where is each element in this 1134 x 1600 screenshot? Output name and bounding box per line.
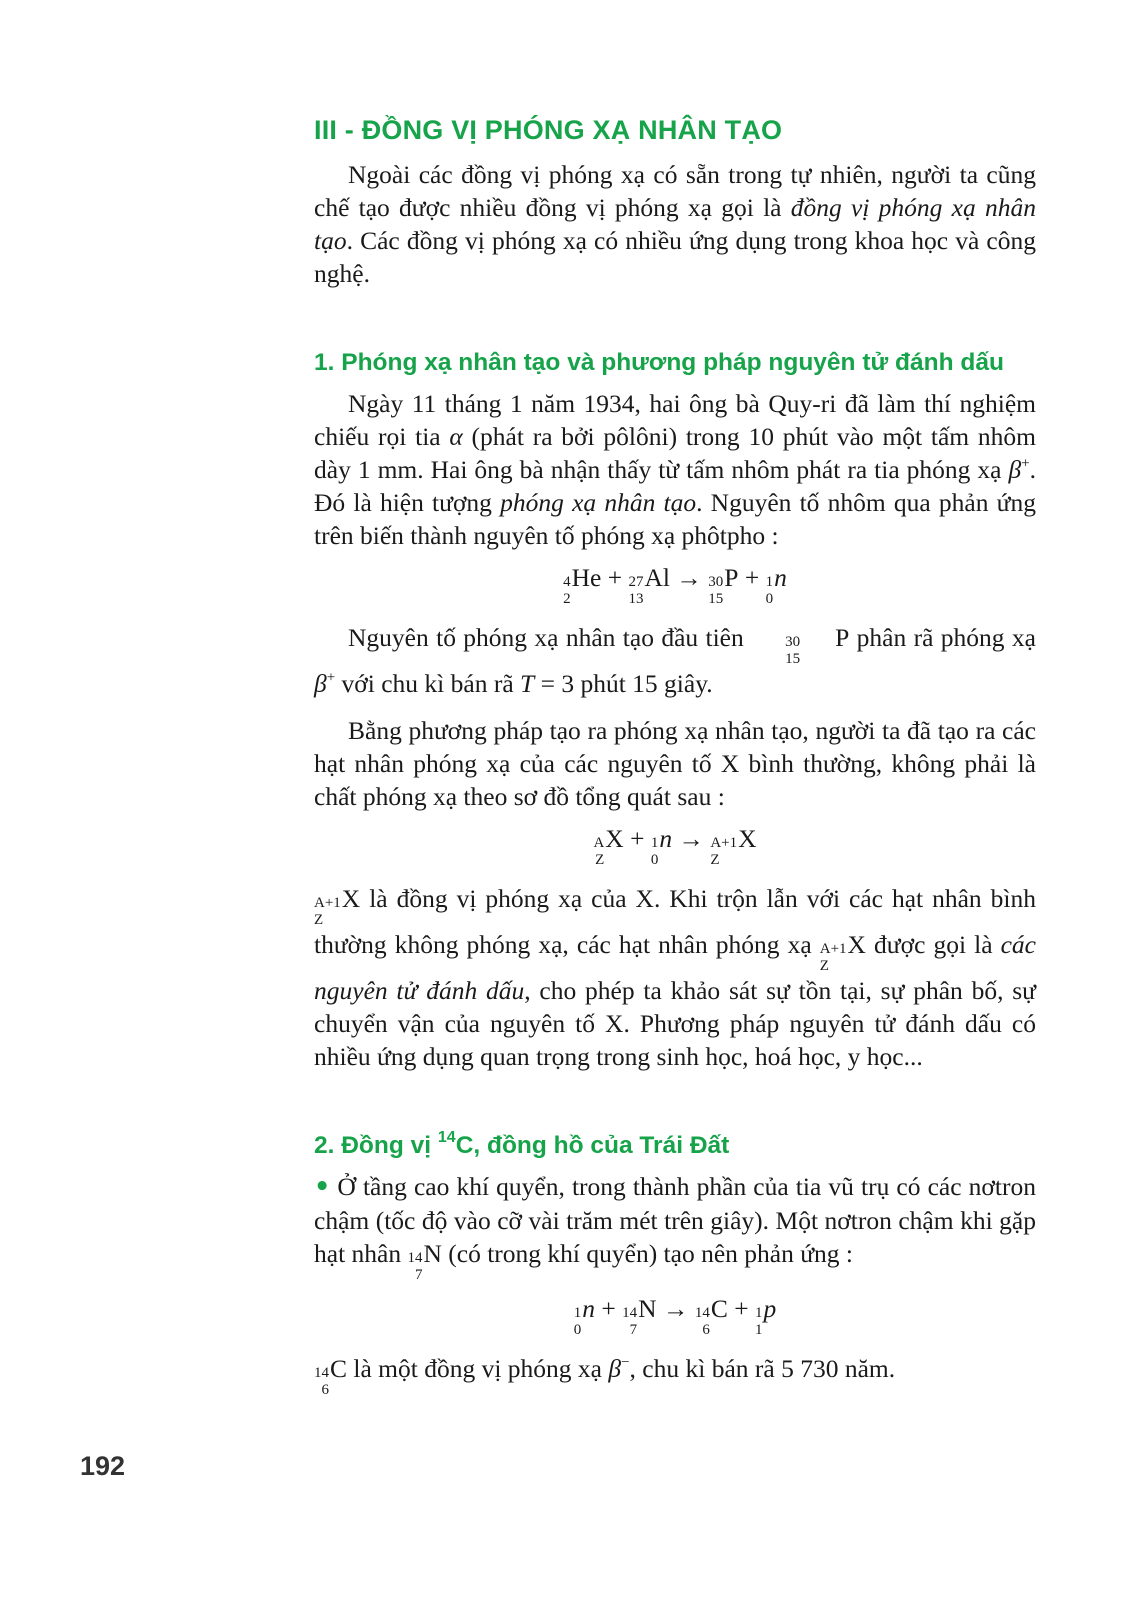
neutron: 1 0 n	[650, 824, 673, 868]
emphasis-term: phóng xạ nhân tạo	[500, 488, 697, 517]
emphasis-term: các nguyên tử đánh dấu	[314, 930, 1036, 1005]
text-run: (phát ra bởi pôlôni) trong 10 phút vào một tấm nhôm dày 1 mm. Hai ông bà nhận thấy từ tấm nhôm phát ra tia phóng xạ	[314, 422, 1036, 484]
text-run: = 3 phút 15 giây.	[534, 669, 713, 698]
alpha-symbol: α	[449, 422, 463, 451]
beta-charge: +	[326, 669, 336, 686]
text-run: Ngày 11 tháng 1 năm 1934, hai ông bà Quy-ri đã làm thí nghiệm chiếu rọi tia	[314, 389, 1036, 451]
text-run: (có trong khí quyển) tạo nên phản ứng :	[441, 1239, 854, 1268]
isotope-x: A Z X	[593, 824, 624, 868]
text-run: được gọi là	[865, 930, 1001, 959]
subsection-1-paragraph-3: Bằng phương pháp tạo ra phóng xạ nhân tạo, người ta đã tạo ra các hạt nhân phóng xạ của các nguyên tố X bình thường, không phải là chất phóng xạ theo sơ đồ tổng quát sau :	[314, 716, 1036, 811]
text-run: là một đồng vị phóng xạ	[347, 1354, 609, 1383]
text-run: , cho phép ta khảo sát sự tồn tại, sự phân bố, sự chuyển vận của nguyên tố X. Phương pháp nguyên tử đánh dấu có nhiều ứng dụng quan trọng trong sinh học, hoá học, y học...	[314, 976, 1036, 1071]
page-content	[314, 112, 1036, 1398]
text-run: Ngoài các đồng vị phóng xạ có sẵn trong tự nhiên, người ta cũng chế tạo được nhiều đồng vị phóng xạ gọi là	[314, 160, 1036, 222]
text-run: . Nguyên tố nhôm qua phản ứng trên biến thành nguyên tố phóng xạ phôtpho :	[314, 488, 1036, 550]
subsection-1-paragraph-4	[314, 882, 1036, 1073]
neutron: 1 0 n	[573, 1294, 596, 1338]
arrow-symbol: →	[670, 563, 709, 592]
subsection-1-paragraph-2	[314, 621, 1036, 700]
beta-symbol: β	[608, 1354, 622, 1383]
equation-3	[314, 1289, 1036, 1338]
equation-2	[314, 819, 1036, 868]
text-run: Nguyên tố phóng xạ nhân tạo đầu tiên	[348, 623, 752, 652]
proton: 1 1 p	[754, 1294, 777, 1338]
text-run: Ở tầng cao khí quyển, trong thành phần của tia vũ trụ có các nơtron chậm (tốc độ vào cỡ vài trăm mét trên giây). Một nơtron chậm khi gặp hạt nhân	[314, 1172, 1036, 1268]
period-symbol: T	[520, 669, 535, 698]
plus-sign: +	[601, 563, 629, 592]
isotope-al: 27 13 Al	[628, 563, 671, 607]
text-run: . Đó là hiện tượng	[314, 455, 1036, 517]
plus-sign: +	[738, 563, 766, 592]
subsection-2-paragraph-1	[314, 1170, 1036, 1283]
subsection-1-paragraph-1	[314, 387, 1036, 552]
equation-1	[314, 558, 1036, 607]
arrow-symbol: →	[656, 1294, 695, 1323]
isotope-p: 30 15 P	[708, 563, 739, 607]
isotope-x-heavy: A+1 Z X	[710, 824, 757, 868]
subsection-1-title: 1. Phóng xạ nhân tạo và phương pháp nguyên tử đánh dấu	[314, 349, 1004, 376]
neutron: 1 0 n	[765, 563, 787, 607]
text-run: là đồng vị phóng xạ của X. Khi trộn lẫn với các hạt nhân bình thường không phóng xạ, các hạt nhân phóng xạ	[314, 884, 1036, 959]
beta-charge: −	[621, 1354, 630, 1371]
isotope-c: 14 6 C	[694, 1294, 728, 1338]
subsection-2-title: 2. Đồng vị $^{14}$C, đồng hồ của Trái Đất	[314, 1128, 730, 1159]
arrow-symbol: →	[672, 824, 711, 853]
bullet-icon: •	[314, 1172, 331, 1202]
isotope-n: 14 7 N	[622, 1294, 657, 1338]
beta-symbol: β	[1008, 455, 1022, 484]
text-run: , chu kì bán rã 5 730 năm.	[629, 1354, 896, 1383]
isotope-p: 30 15 P	[785, 623, 850, 667]
emphasis-term: đồng vị phóng xạ nhân tạo	[314, 193, 1036, 255]
isotope-n: 14 7 N	[407, 1239, 442, 1283]
page-number: 192	[80, 1451, 126, 1481]
subsection-2-paragraph-2	[314, 1352, 1036, 1398]
isotope-x-heavy: A+1 Z X	[819, 930, 866, 974]
text-run: phân rã phóng xạ	[849, 623, 1036, 652]
isotope-he: 4 2 He	[563, 563, 602, 607]
plus-sign: +	[595, 1294, 623, 1323]
beta-charge: +	[1021, 455, 1030, 472]
text-run: . Các đồng vị phóng xạ có nhiều ứng dụng trong khoa học và công nghệ.	[314, 226, 1036, 288]
isotope-x-heavy: A+1 Z X	[314, 884, 361, 928]
section-title: III - ĐỒNG VỊ PHÓNG XẠ NHÂN TẠO	[314, 115, 783, 145]
beta-symbol: β	[314, 669, 327, 698]
plus-sign: +	[727, 1294, 755, 1323]
plus-sign: +	[623, 824, 651, 853]
section-intro-paragraph	[314, 158, 1036, 290]
text-run: với chu kì bán rã	[335, 669, 521, 698]
isotope-c: 14 6 C	[314, 1354, 348, 1398]
